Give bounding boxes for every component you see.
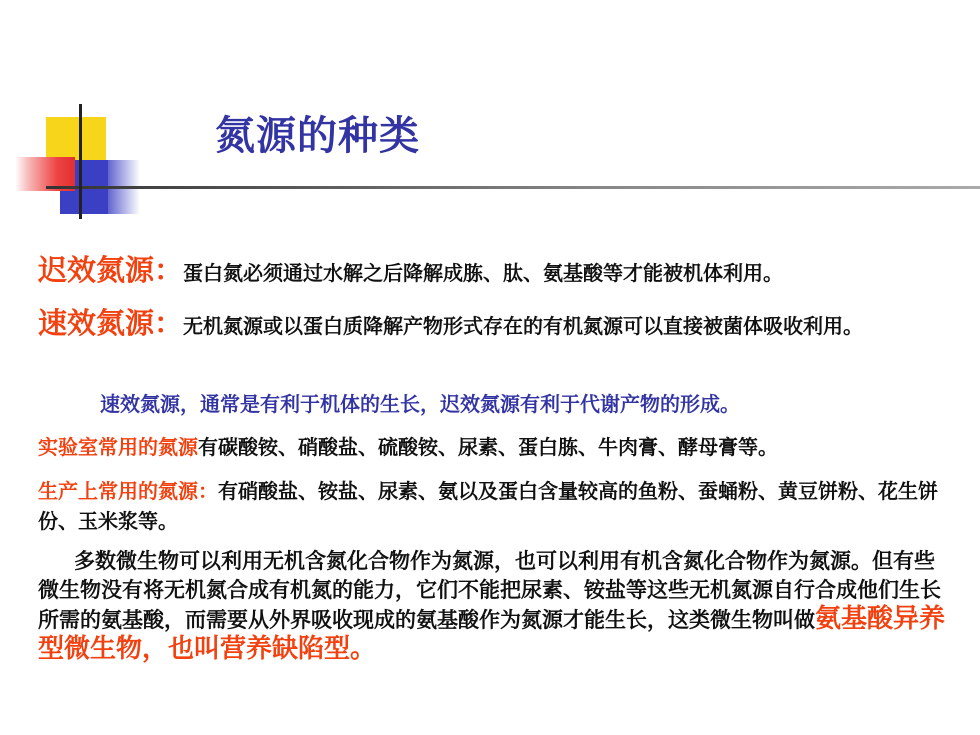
production-nitrogen-term: 生产上常用的氮源： [38, 479, 218, 503]
comparison-note: 速效氮源，通常是有利于机体的生长，迟效氮源有利于代谢产物的形成。 [100, 392, 740, 416]
slide-title: 氮源的种类 [215, 113, 420, 159]
fast-nitrogen-term: 速效氮源： [38, 306, 184, 340]
lab-nitrogen-text: 有碳酸铵、硝酸盐、硫酸铵、尿素、蛋白胨、牛肉膏、酵母膏等。 [198, 435, 778, 459]
decorative-vertical-line [79, 104, 82, 219]
production-nitrogen-paragraph [38, 476, 952, 536]
slow-nitrogen-text: 蛋白氮必须通过水解之后降解成胨、肽、氨基酸等才能被机体利用。 [183, 261, 784, 285]
production-nitrogen-text: 有硝酸盐、铵盐、尿素、氨以及蛋白含量较高的鱼粉、蚕蛹粉、黄豆饼粉、花生饼份、玉米浆等。 [38, 479, 938, 533]
title-underline [46, 186, 980, 189]
auxotroph-paragraph [38, 547, 952, 665]
lab-nitrogen-term: 实验室常用的氮源 [38, 435, 198, 459]
fast-nitrogen-text: 无机氮源或以蛋白质降解产物形式存在的有机氮源可以直接被菌体吸收利用。 [183, 314, 864, 338]
slow-nitrogen-term: 迟效氮源： [38, 253, 184, 287]
slow-nitrogen-paragraph [38, 248, 952, 289]
auxotroph-text: 多数微生物可以利用无机含氮化合物作为氮源，也可以利用有机含氮化合物作为氮源。但有些微生物没有将无机氮合成有机氮的能力，它们不能把尿素、铵盐等这些无机氮源自行合成他们生长所需的氨基酸，而需要从外界吸收现成的氨基酸作为氮源才能生长，这类微生物叫做 [38, 549, 941, 632]
lab-nitrogen-paragraph [38, 431, 952, 460]
fast-nitrogen-paragraph [38, 306, 952, 341]
auxotroph-highlight: 氨基酸异养型微生物，也叫营养缺陷型。 [38, 604, 946, 664]
